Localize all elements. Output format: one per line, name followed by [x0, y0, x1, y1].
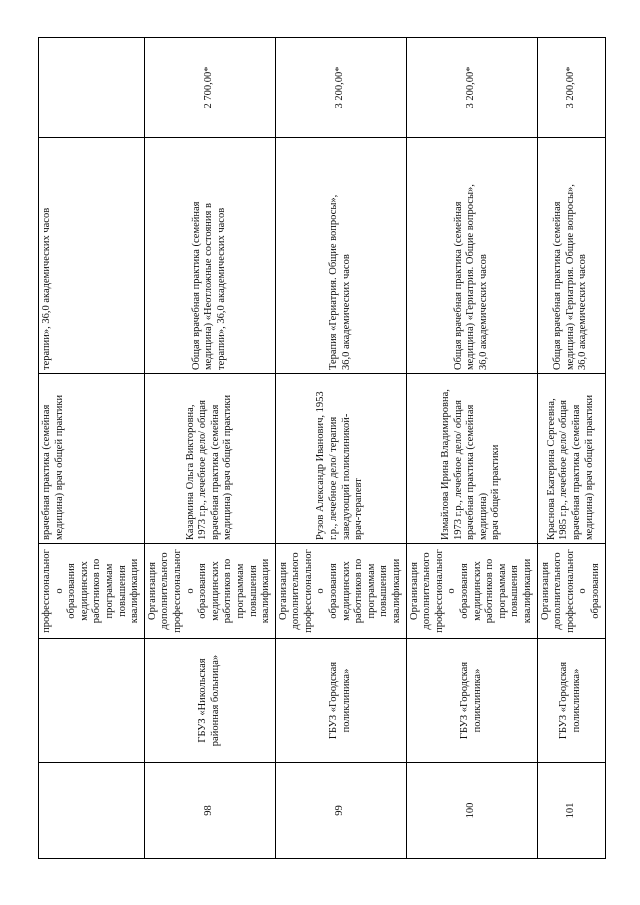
organization-type-cell: Организация дополнительного профессионального образования	[537, 544, 605, 639]
specialist-cell: Измайлова Ирина Владимировна, 1973 г.р., лечебное дело/ общая врачебная практика (семейная медицина) врач общей практики	[406, 374, 537, 544]
row-number	[39, 763, 145, 859]
organization-type-cell: Организация дополнительного профессионального образования медицинских работников по программам повышения квалификации	[406, 544, 537, 639]
price-cell: 3 200,00*	[275, 38, 406, 138]
specialist-cell: Казармина Ольга Викторовна, 1973 г.р., лечебное дело/ общая врачебная практика (семейная медицина) врач общей практики	[144, 374, 275, 544]
specialist-cell: Рузов Александр Иванович, 1953 г.р., лечебное дело/ терапия заведующий поликлиникой- врач-терапевт	[275, 374, 406, 544]
specialist-cell: Краснова Екатерина Сергеевна, 1985 г.р., лечебное дело/ общая врачебная практика (семейная медицина) врач общей практики	[537, 374, 605, 544]
row-number: 98	[144, 763, 275, 859]
organization-type-cell: Организация дополнительного профессионального образования медицинских работников по программам повышения квалификации	[144, 544, 275, 639]
table-row	[537, 38, 605, 859]
registry-table	[38, 37, 606, 859]
table-row	[406, 38, 537, 859]
price-cell: 3 200,00*	[406, 38, 537, 138]
course-cell: Общая врачебная практика (семейная медицина) «Неотложные состояния в терапии», 36,0 академических часов	[144, 138, 275, 374]
price-cell	[39, 38, 145, 138]
row-number: 101	[537, 763, 605, 859]
organization-cell: ГБУЗ «Городская поликлиника»	[406, 639, 537, 763]
price-cell: 3 200,00*	[537, 38, 605, 138]
table-row	[39, 38, 145, 859]
course-cell: Общая врачебная практика (семейная медицина) «Гериатрия. Общие вопросы», 36,0 академических часов	[406, 138, 537, 374]
specialist-cell: врачебная практика (семейная медицина) врач общей практики	[39, 374, 145, 544]
table-row	[144, 38, 275, 859]
organization-type-cell: профессионального образования медицинских работников по программам повышения квалификации	[39, 544, 145, 639]
table-row	[275, 38, 406, 859]
rotated-page	[38, 38, 601, 859]
course-cell: Общая врачебная практика (семейная медицина) «Гериатрия. Общие вопросы», 36,0 академических часов	[537, 138, 605, 374]
organization-cell: ГБУЗ «Городская поликлиника»	[275, 639, 406, 763]
organization-cell: ГБУЗ «Городская поликлиника»	[537, 639, 605, 763]
organization-cell	[39, 639, 145, 763]
organization-type-cell: Организация дополнительного профессионального образования медицинских работников по программам повышения квалификации	[275, 544, 406, 639]
price-cell: 2 700,00*	[144, 38, 275, 138]
course-cell: терапии», 36,0 академических часов	[39, 138, 145, 374]
row-number: 99	[275, 763, 406, 859]
course-cell: Терапия «Гериатрия. Общие вопросы», 36,0 академических часов	[275, 138, 406, 374]
organization-cell: ГБУЗ «Никольская районная больница»	[144, 639, 275, 763]
row-number: 100	[406, 763, 537, 859]
